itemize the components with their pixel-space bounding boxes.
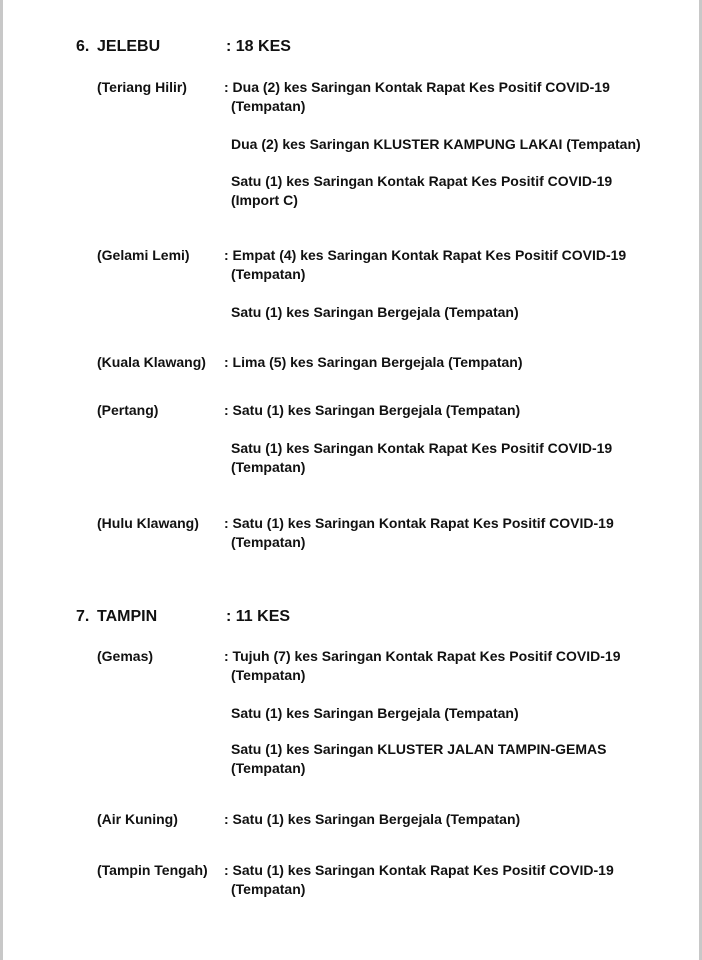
case-line: : Dua (2) kes Saringan Kontak Rapat Kes Positif COVID-19 (Tempatan) (224, 79, 610, 114)
case-line: Satu (1) kes Saringan Kontak Rapat Kes Positif COVID-19 (Tempatan) (231, 440, 613, 475)
area-name: (Air Kuning) (97, 811, 178, 827)
area-name: (Tampin Tengah) (97, 862, 208, 878)
case-line: Dua (2) kes Saringan KLUSTER KAMPUNG LAKAI (Tempatan) (231, 136, 641, 152)
case-line: Satu (1) kes Saringan KLUSTER JALAN TAMPIN-GEMAS (Tempatan) (231, 741, 607, 776)
case-line: Satu (1) kes Saringan Kontak Rapat Kes Positif COVID-19 (Import C) (231, 173, 613, 208)
page-edge-left (0, 0, 3, 960)
area-name: (Kuala Klawang) (97, 354, 206, 370)
area-name: (Gemas) (97, 648, 154, 664)
case-line: Satu (1) kes Saringan Bergejala (Tempatan) (231, 705, 519, 721)
case-line: : Satu (1) kes Saringan Bergejala (Tempatan) (224, 402, 521, 418)
case-line: : Lima (5) kes Saringan Bergejala (Tempatan) (224, 354, 523, 370)
district-number: 7. (76, 608, 90, 625)
area-name: (Hulu Klawang) (97, 515, 199, 531)
area-name: (Pertang) (97, 402, 159, 418)
area-name: (Teriang Hilir) (97, 79, 187, 95)
case-line: : Satu (1) kes Saringan Kontak Rapat Kes Positif COVID-19 (Tempatan) (224, 515, 614, 550)
district-name: TAMPIN (97, 608, 158, 625)
district-number: 6. (76, 38, 90, 55)
district-total: : 18 KES (226, 38, 291, 55)
area-name: (Gelami Lemi) (97, 247, 190, 263)
case-line: : Tujuh (7) kes Saringan Kontak Rapat Kes Positif COVID-19 (Tempatan) (224, 648, 621, 683)
case-line: : Satu (1) kes Saringan Kontak Rapat Kes Positif COVID-19 (Tempatan) (224, 862, 614, 897)
case-line: : Empat (4) kes Saringan Kontak Rapat Kes Positif COVID-19 (Tempatan) (224, 247, 627, 282)
district-total: : 11 KES (226, 608, 291, 625)
case-line: : Satu (1) kes Saringan Bergejala (Tempatan) (224, 811, 521, 827)
case-line: Satu (1) kes Saringan Bergejala (Tempatan) (231, 304, 519, 320)
district-name: JELEBU (97, 38, 161, 55)
